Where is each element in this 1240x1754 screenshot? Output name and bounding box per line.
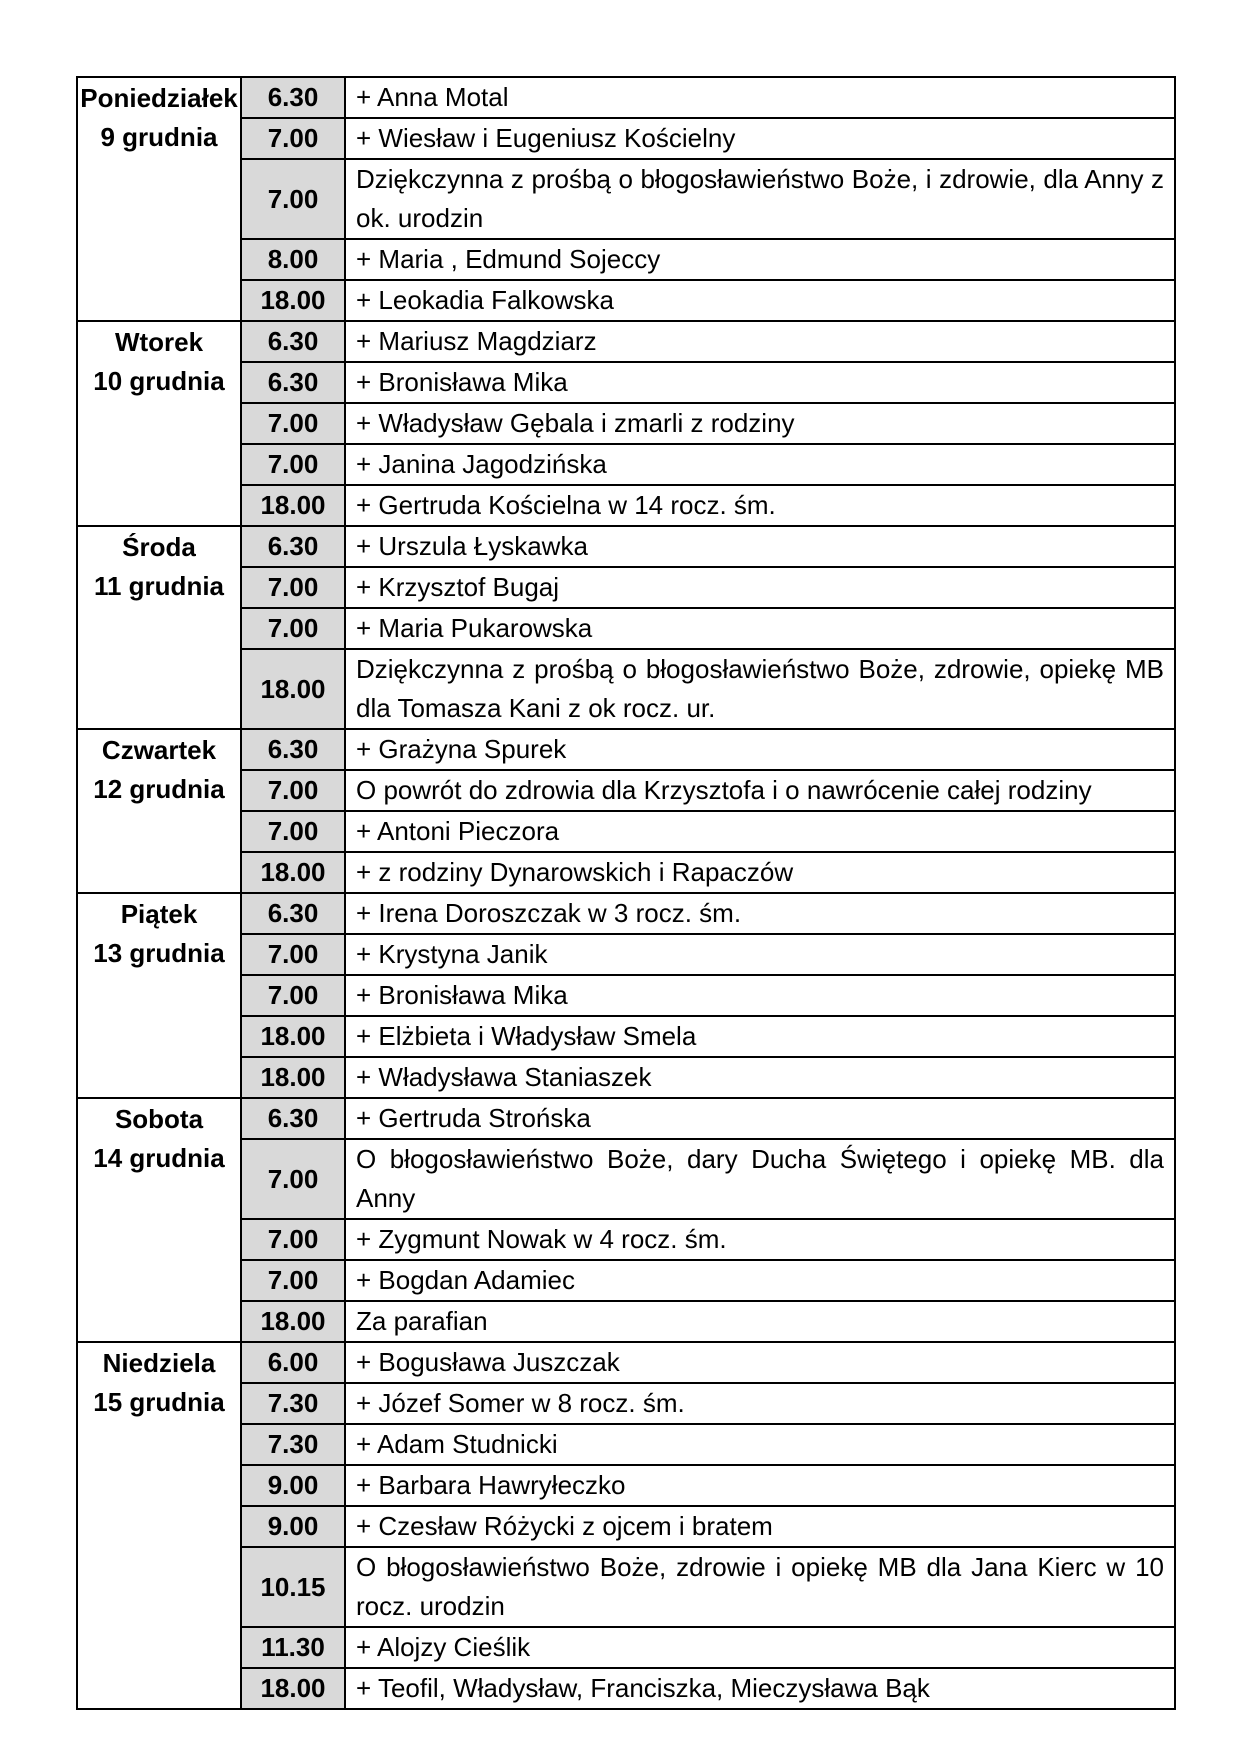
day-date: 9 grudnia xyxy=(100,122,218,152)
mass-row xyxy=(77,1342,1175,1383)
mass-time: 6.30 xyxy=(241,362,345,403)
mass-row xyxy=(77,649,1175,729)
mass-time: 9.00 xyxy=(241,1506,345,1547)
mass-intention: + Barbara Hawryłeczko xyxy=(345,1465,1175,1506)
mass-intention: + Maria , Edmund Sojeccy xyxy=(345,239,1175,280)
mass-row xyxy=(77,159,1175,239)
mass-row xyxy=(77,1424,1175,1465)
mass-time: 18.00 xyxy=(241,485,345,526)
mass-intention: Dziękczynna z prośbą o błogosławieństwo Boże, i zdrowie, dla Anny z ok. urodzin xyxy=(345,159,1175,239)
day-name: Poniedziałek xyxy=(80,83,238,113)
mass-time: 7.00 xyxy=(241,811,345,852)
mass-row xyxy=(77,1301,1175,1342)
mass-intention: + Elżbieta i Władysław Smela xyxy=(345,1016,1175,1057)
mass-intention: + Mariusz Magdziarz xyxy=(345,321,1175,362)
mass-time: 7.00 xyxy=(241,934,345,975)
mass-row xyxy=(77,526,1175,567)
day-name: Czwartek xyxy=(101,735,217,765)
mass-time: 7.30 xyxy=(241,1424,345,1465)
mass-time: 6.30 xyxy=(241,1098,345,1139)
mass-intention: + Janina Jagodzińska xyxy=(345,444,1175,485)
mass-intention: + Urszula Łyskawka xyxy=(345,526,1175,567)
mass-time: 7.00 xyxy=(241,975,345,1016)
day-date: 15 grudnia xyxy=(93,1387,225,1417)
day-name: Sobota xyxy=(114,1104,204,1134)
mass-time: 18.00 xyxy=(241,852,345,893)
mass-intention: + Gertruda Kościelna w 14 rocz. śm. xyxy=(345,485,1175,526)
mass-time: 6.30 xyxy=(241,893,345,934)
mass-row xyxy=(77,1668,1175,1709)
mass-time: 6.30 xyxy=(241,526,345,567)
mass-time: 9.00 xyxy=(241,1465,345,1506)
day-cell xyxy=(77,77,241,321)
mass-time: 6.00 xyxy=(241,1342,345,1383)
mass-time: 7.00 xyxy=(241,770,345,811)
mass-row xyxy=(77,729,1175,770)
mass-time: 18.00 xyxy=(241,1668,345,1709)
day-date: 11 grudnia xyxy=(93,571,225,601)
mass-intention: + z rodziny Dynarowskich i Rapaczów xyxy=(345,852,1175,893)
mass-schedule-body xyxy=(77,77,1175,1709)
mass-intention: + Bronisława Mika xyxy=(345,975,1175,1016)
mass-time: 7.00 xyxy=(241,1139,345,1219)
mass-row xyxy=(77,280,1175,321)
mass-intention: + Anna Motal xyxy=(345,77,1175,118)
mass-row xyxy=(77,1057,1175,1098)
day-date: 14 grudnia xyxy=(93,1143,225,1173)
mass-intention: + Zygmunt Nowak w 4 rocz. śm. xyxy=(345,1219,1175,1260)
mass-row xyxy=(77,567,1175,608)
mass-row xyxy=(77,239,1175,280)
mass-row xyxy=(77,1219,1175,1260)
mass-row xyxy=(77,1260,1175,1301)
day-name: Niedziela xyxy=(102,1348,216,1378)
mass-row xyxy=(77,1139,1175,1219)
mass-time: 7.00 xyxy=(241,1260,345,1301)
mass-row xyxy=(77,852,1175,893)
mass-row xyxy=(77,893,1175,934)
mass-row xyxy=(77,77,1175,118)
mass-row xyxy=(77,1016,1175,1057)
mass-intention: + Alojzy Cieślik xyxy=(345,1627,1175,1668)
mass-row xyxy=(77,1098,1175,1139)
mass-time: 18.00 xyxy=(241,1057,345,1098)
day-cell xyxy=(77,321,241,526)
mass-row xyxy=(77,321,1175,362)
day-cell xyxy=(77,893,241,1098)
day-date: 13 grudnia xyxy=(93,938,225,968)
mass-intention: + Józef Somer w 8 rocz. śm. xyxy=(345,1383,1175,1424)
day-name: Piątek xyxy=(120,899,198,929)
mass-row xyxy=(77,1627,1175,1668)
mass-time: 6.30 xyxy=(241,729,345,770)
mass-time: 6.30 xyxy=(241,321,345,362)
mass-intention: + Krystyna Janik xyxy=(345,934,1175,975)
mass-row xyxy=(77,934,1175,975)
mass-intention: + Władysław Gębala i zmarli z rodziny xyxy=(345,403,1175,444)
mass-intention: + Wiesław i Eugeniusz Kościelny xyxy=(345,118,1175,159)
mass-intention: + Bogdan Adamiec xyxy=(345,1260,1175,1301)
mass-intention: + Antoni Pieczora xyxy=(345,811,1175,852)
mass-row xyxy=(77,1465,1175,1506)
day-date: 10 grudnia xyxy=(93,366,225,396)
mass-intention: + Władysława Staniaszek xyxy=(345,1057,1175,1098)
mass-intention: + Gertruda Strońska xyxy=(345,1098,1175,1139)
mass-row xyxy=(77,1506,1175,1547)
mass-time: 7.00 xyxy=(241,118,345,159)
mass-intention: Dziękczynna z prośbą o błogosławieństwo Boże, zdrowie, opiekę MB dla Tomasza Kani z ok rocz. ur. xyxy=(345,649,1175,729)
mass-intention: + Bronisława Mika xyxy=(345,362,1175,403)
mass-intention: + Irena Doroszczak w 3 rocz. śm. xyxy=(345,893,1175,934)
mass-intention: + Czesław Różycki z ojcem i bratem xyxy=(345,1506,1175,1547)
mass-time: 18.00 xyxy=(241,649,345,729)
day-cell xyxy=(77,1342,241,1709)
mass-time: 7.00 xyxy=(241,403,345,444)
mass-time: 6.30 xyxy=(241,77,345,118)
mass-intention: O błogosławieństwo Boże, zdrowie i opiekę MB dla Jana Kierc w 10 rocz. urodzin xyxy=(345,1547,1175,1627)
mass-row xyxy=(77,403,1175,444)
mass-time: 7.00 xyxy=(241,444,345,485)
mass-intention: O błogosławieństwo Boże, dary Ducha Świętego i opiekę MB. dla Anny xyxy=(345,1139,1175,1219)
mass-time: 8.00 xyxy=(241,239,345,280)
day-name: Wtorek xyxy=(114,327,204,357)
mass-intention: + Krzysztof Bugaj xyxy=(345,567,1175,608)
mass-row xyxy=(77,770,1175,811)
mass-schedule-table xyxy=(76,76,1176,1710)
mass-time: 7.00 xyxy=(241,608,345,649)
mass-intention: + Leokadia Falkowska xyxy=(345,280,1175,321)
mass-time: 7.00 xyxy=(241,1219,345,1260)
mass-row xyxy=(77,444,1175,485)
mass-intention: + Bogusława Juszczak xyxy=(345,1342,1175,1383)
mass-row xyxy=(77,608,1175,649)
day-name: Środa xyxy=(122,532,196,562)
mass-time: 7.00 xyxy=(241,567,345,608)
mass-time: 7.30 xyxy=(241,1383,345,1424)
mass-row xyxy=(77,362,1175,403)
mass-time: 11.30 xyxy=(241,1627,345,1668)
mass-intention: + Adam Studnicki xyxy=(345,1424,1175,1465)
mass-row xyxy=(77,485,1175,526)
mass-time: 18.00 xyxy=(241,1016,345,1057)
mass-row xyxy=(77,811,1175,852)
mass-intention: O powrót do zdrowia dla Krzysztofa i o nawrócenie całej rodziny xyxy=(345,770,1175,811)
mass-row xyxy=(77,118,1175,159)
mass-row xyxy=(77,975,1175,1016)
mass-intention: Za parafian xyxy=(345,1301,1175,1342)
mass-row xyxy=(77,1383,1175,1424)
mass-row xyxy=(77,1547,1175,1627)
mass-time: 10.15 xyxy=(241,1547,345,1627)
mass-time: 7.00 xyxy=(241,159,345,239)
mass-intention: + Grażyna Spurek xyxy=(345,729,1175,770)
day-cell xyxy=(77,526,241,729)
mass-time: 18.00 xyxy=(241,280,345,321)
day-date: 12 grudnia xyxy=(93,774,225,804)
mass-intention: + Teofil, Władysław, Franciszka, Mieczysława Bąk xyxy=(345,1668,1175,1709)
mass-time: 18.00 xyxy=(241,1301,345,1342)
day-cell xyxy=(77,729,241,893)
day-cell xyxy=(77,1098,241,1342)
mass-intention: + Maria Pukarowska xyxy=(345,608,1175,649)
